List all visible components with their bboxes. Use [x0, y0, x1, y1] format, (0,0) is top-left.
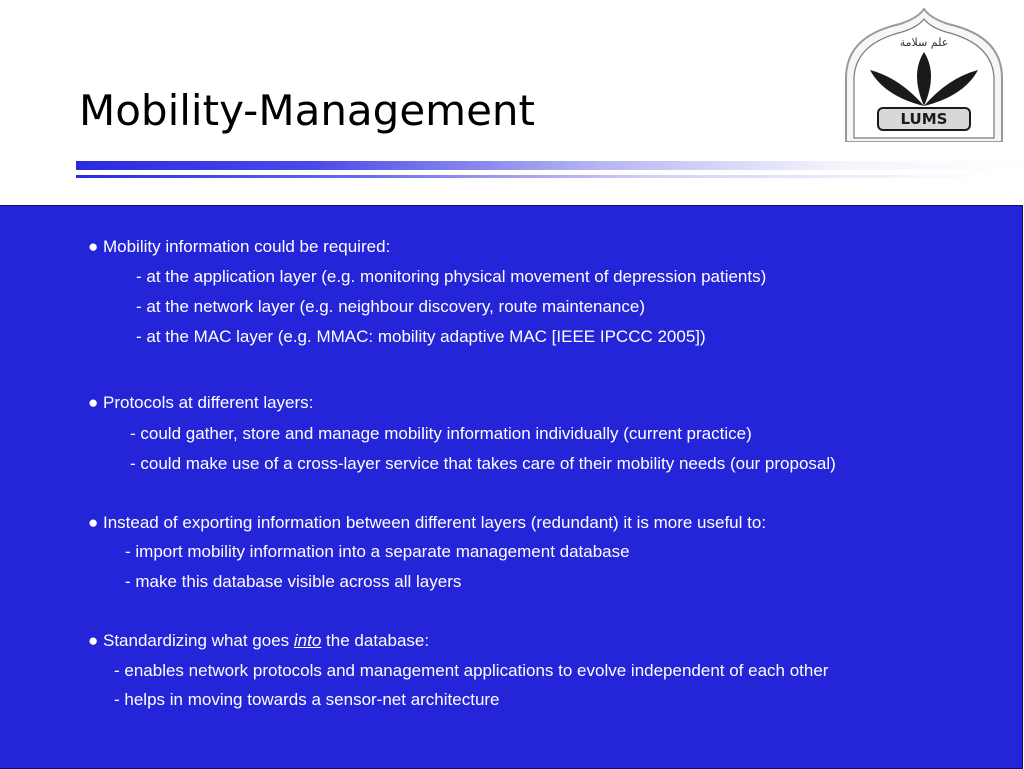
sub-item: - enables network protocols and management applications to evolve independent of each other [114, 661, 829, 680]
bullet-item: ● Instead of exporting information between different layers (redundant) it is more useful to: [88, 513, 767, 532]
logo-text: LUMS [900, 110, 948, 128]
emphasized-word: into [293, 631, 322, 650]
sub-item: - import mobility information into a separate management database [125, 542, 630, 561]
sub-item: - make this database visible across all layers [125, 572, 462, 591]
sub-item: - at the network layer (e.g. neighbour discovery, route maintenance) [136, 297, 646, 316]
sub-item: - helps in moving towards a sensor-net architecture [114, 690, 500, 709]
sub-item: - at the application layer (e.g. monitoring physical movement of depression patients) [136, 267, 767, 286]
content-panel [0, 205, 1023, 769]
bullet-text-before: ● Standardizing what goes [88, 631, 294, 650]
sub-item: - at the MAC layer (e.g. MMAC: mobility adaptive MAC [IEEE IPCCC 2005]) [136, 327, 706, 346]
bullet-item: ● Mobility information could be required: [88, 237, 391, 256]
bullet-item [88, 631, 429, 651]
lums-logo-icon [840, 8, 1008, 142]
sub-item: - could make use of a cross-layer service that takes care of their mobility needs (our proposal) [130, 454, 836, 473]
title-rule-thick [76, 161, 1024, 170]
sub-item: - could gather, store and manage mobility information individually (current practice) [130, 424, 752, 443]
logo-script-text: علم سلامة [899, 36, 949, 49]
slide-title: Mobility-Management [79, 86, 536, 135]
bullet-text-after: the database: [321, 631, 430, 650]
title-rule-thin [76, 175, 1024, 178]
bullet-item: ● Protocols at different layers: [88, 393, 314, 412]
